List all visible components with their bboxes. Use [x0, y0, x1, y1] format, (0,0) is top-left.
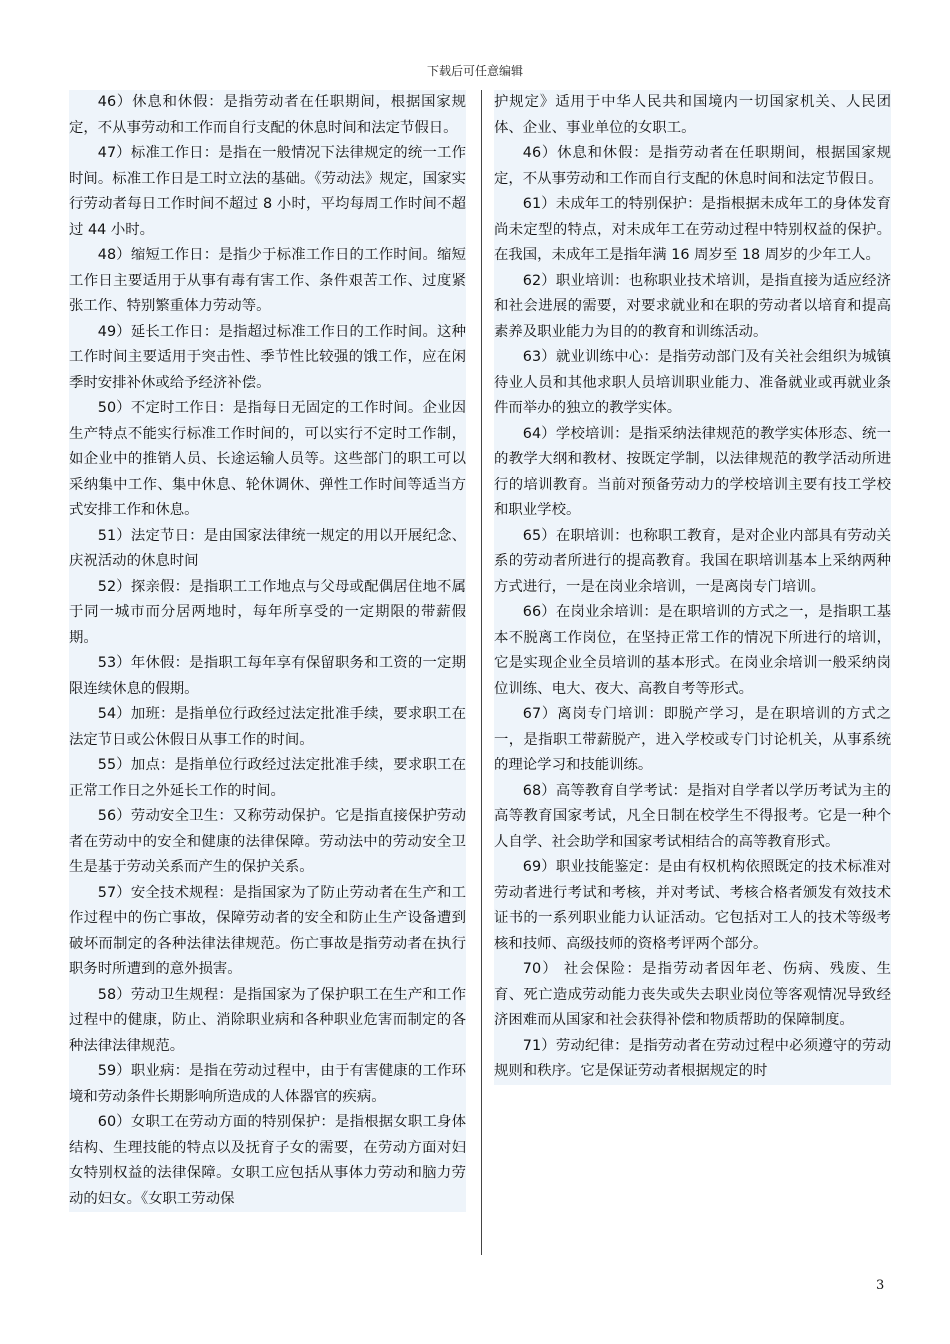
left-column	[69, 90, 466, 1212]
paragraph-52: 52）探亲假：是指职工工作地点与父母或配偶居住地不属于同一城市而分居两地时，每年所享受的一定期限的带薪假期。	[69, 578, 466, 646]
paragraph-55: 55）加点：是指单位行政经过法定批准手续，要求职工在正常工作日之外延长工作的时间。	[69, 757, 466, 799]
paragraph-65: 65）在职培训：也称职工教育，是对企业内部具有劳动关系的劳动者所进行的提高教育。我国在职培训基本上采纳两种方式进行，一是在岗业余培训，一是离岗专门培训。	[494, 527, 891, 595]
paragraph-46-repeat: 46）休息和休假：是指劳动者在任职期间，根据国家规定，不从事劳动和工作而自行支配的休息时间和法定节假日。	[494, 145, 891, 187]
paragraph-69: 69）职业技能鉴定：是由有权机构依照既定的技术标准对劳动者进行考试和考核，并对考试、考核合格者颁发有效技术证书的一系列职业能力认证活动。它包括对工人的技术等级考核和技师、高级技师的资格考评两个部分。	[494, 859, 891, 952]
paragraph-49: 49）延长工作日：是指超过标准工作日的工作时间。这种工作时间主要适用于突击性、季节性比较强的饿工作，应在闲季时安排补休或给予经济补偿。	[69, 323, 466, 391]
paragraph-58: 58）劳动卫生规程：是指国家为了保护职工在生产和工作过程中的健康，防止、消除职业病和各种职业危害而制定的各种法律法律规范。	[69, 986, 466, 1054]
paragraph-47: 47）标准工作日：是指在一般情况下法律规定的统一工作时间。标准工作日是工时立法的基础。《劳动法》规定，国家实行劳动者每日工作时间不超过 8 小时，平均每周工作时间不超过 44 小时。	[69, 145, 466, 238]
column-divider	[481, 90, 482, 1255]
paragraph-66: 66）在岗业余培训：是在职培训的方式之一，是指职工基本不脱离工作岗位，在坚持正常工作的情况下所进行的培训，它是实现企业全员培训的基本形式。在岗业余培训一般采纳岗位训练、电大、夜大、高教自考等形式。	[494, 604, 891, 697]
paragraph-57: 57）安全技术规程：是指国家为了防止劳动者在生产和工作过程中的伤亡事故，保障劳动者的安全和防止生产设备遭到破坏而制定的各种法律法律规范。伤亡事故是指劳动者在执行职务时所遭到的意外损害。	[69, 884, 466, 977]
paragraph-54: 54）加班：是指单位行政经过法定批准手续，要求职工在法定节日或公休假日从事工作的时间。	[69, 706, 466, 748]
paragraph-71: 71）劳动纪律：是指劳动者在劳动过程中必须遵守的劳动规则和秩序。它是保证劳动者根据规定的时	[494, 1037, 891, 1079]
paragraph-61: 61）未成年工的特别保护：是指根据未成年工的身体发育尚未定型的特点，对未成年工在劳动过程中特别权益的保护。在我国，未成年工是指年满 16 周岁至 18 周岁的少年工人。	[494, 196, 891, 263]
paragraph-63: 63）就业训练中心：是指劳动部门及有关社会组织为城镇待业人员和其他求职人员培训职业能力、准备就业或再就业条件而举办的独立的教学实体。	[494, 349, 891, 416]
paragraph-56: 56）劳动安全卫生：又称劳动保护。它是指直接保护劳动者在劳动中的安全和健康的法律保障。劳动法中的劳动安全卫生是基于劳动关系而产生的保护关系。	[69, 808, 466, 875]
paragraph-60: 60）女职工在劳动方面的特别保护：是指根据女职工身体结构、生理技能的特点以及抚育子女的需要，在劳动方面对妇女特别权益的法律保障。女职工应包括从事体力劳动和脑力劳动的妇女。《女职工劳动保	[69, 1114, 466, 1207]
right-column	[494, 90, 891, 1085]
paragraph-53: 53）年休假：是指职工每年享有保留职务和工资的一定期限连续休息的假期。	[69, 655, 466, 697]
paragraph-67: 67）离岗专门培训：即脱产学习，是在职培训的方式之一，是指职工带薪脱产，进入学校或专门讨论机关，从事系统的理论学习和技能训练。	[494, 706, 891, 773]
page-number: 3	[876, 1278, 885, 1293]
paragraph-46: 46）休息和休假：是指劳动者在任职期间，根据国家规定，不从事劳动和工作而自行支配的休息时间和法定节假日。	[69, 94, 466, 136]
paragraph-70: 70） 社会保险：是指劳动者因年老、伤病、残废、生育、死亡造成劳动能力丧失或失去职业岗位等客观情况导致经济困难而从国家和社会获得补偿和物质帮助的保障制度。	[494, 961, 891, 1028]
paragraph-60-continued: 护规定》适用于中华人民共和国境内一切国家机关、人民团体、企业、事业单位的女职工。	[494, 94, 891, 136]
paragraph-50: 50）不定时工作日：是指每日无固定的工作时间。企业因生产特点不能实行标准工作时间的，可以实行不定时工作制，如企业中的推销人员、长途运输人员等。这些部门的职工可以采纳集中工作、集中休息、轮休调休、弹性工作时间等适当方式安排工作和休息。	[69, 400, 466, 518]
paragraph-51: 51）法定节日：是由国家法律统一规定的用以开展纪念、庆祝活动的休息时间	[69, 527, 466, 569]
paragraph-59: 59）职业病：是指在劳动过程中，由于有害健康的工作环境和劳动条件长期影响所造成的人体器官的疾病。	[69, 1063, 466, 1105]
paragraph-64: 64）学校培训：是指采纳法律规范的教学实体形态、统一的教学大纲和教材、按既定学制，以法律规范的教学活动所进行的培训教育。当前对预备劳动力的学校培训主要有技工学校和职业学校。	[494, 425, 891, 518]
paragraph-62: 62）职业培训：也称职业技术培训，是指直接为适应经济和社会进展的需要，对要求就业和在职的劳动者以培育和提高素养及职业能力为目的的教育和训练活动。	[494, 272, 891, 340]
paragraph-68: 68）高等教育自学考试：是指对自学者以学历考试为主的高等教育国家考试，凡全日制在校学生不得报考。它是一种个人自学、社会助学和国家考试相结合的高等教育形式。	[494, 782, 891, 850]
paragraph-48: 48）缩短工作日：是指少于标准工作日的工作时间。缩短工作日主要适用于从事有毒有害工作、条件艰苦工作、过度紧张工作、特别繁重体力劳动等。	[69, 247, 466, 314]
page-header: 下载后可任意编辑	[426, 64, 523, 78]
